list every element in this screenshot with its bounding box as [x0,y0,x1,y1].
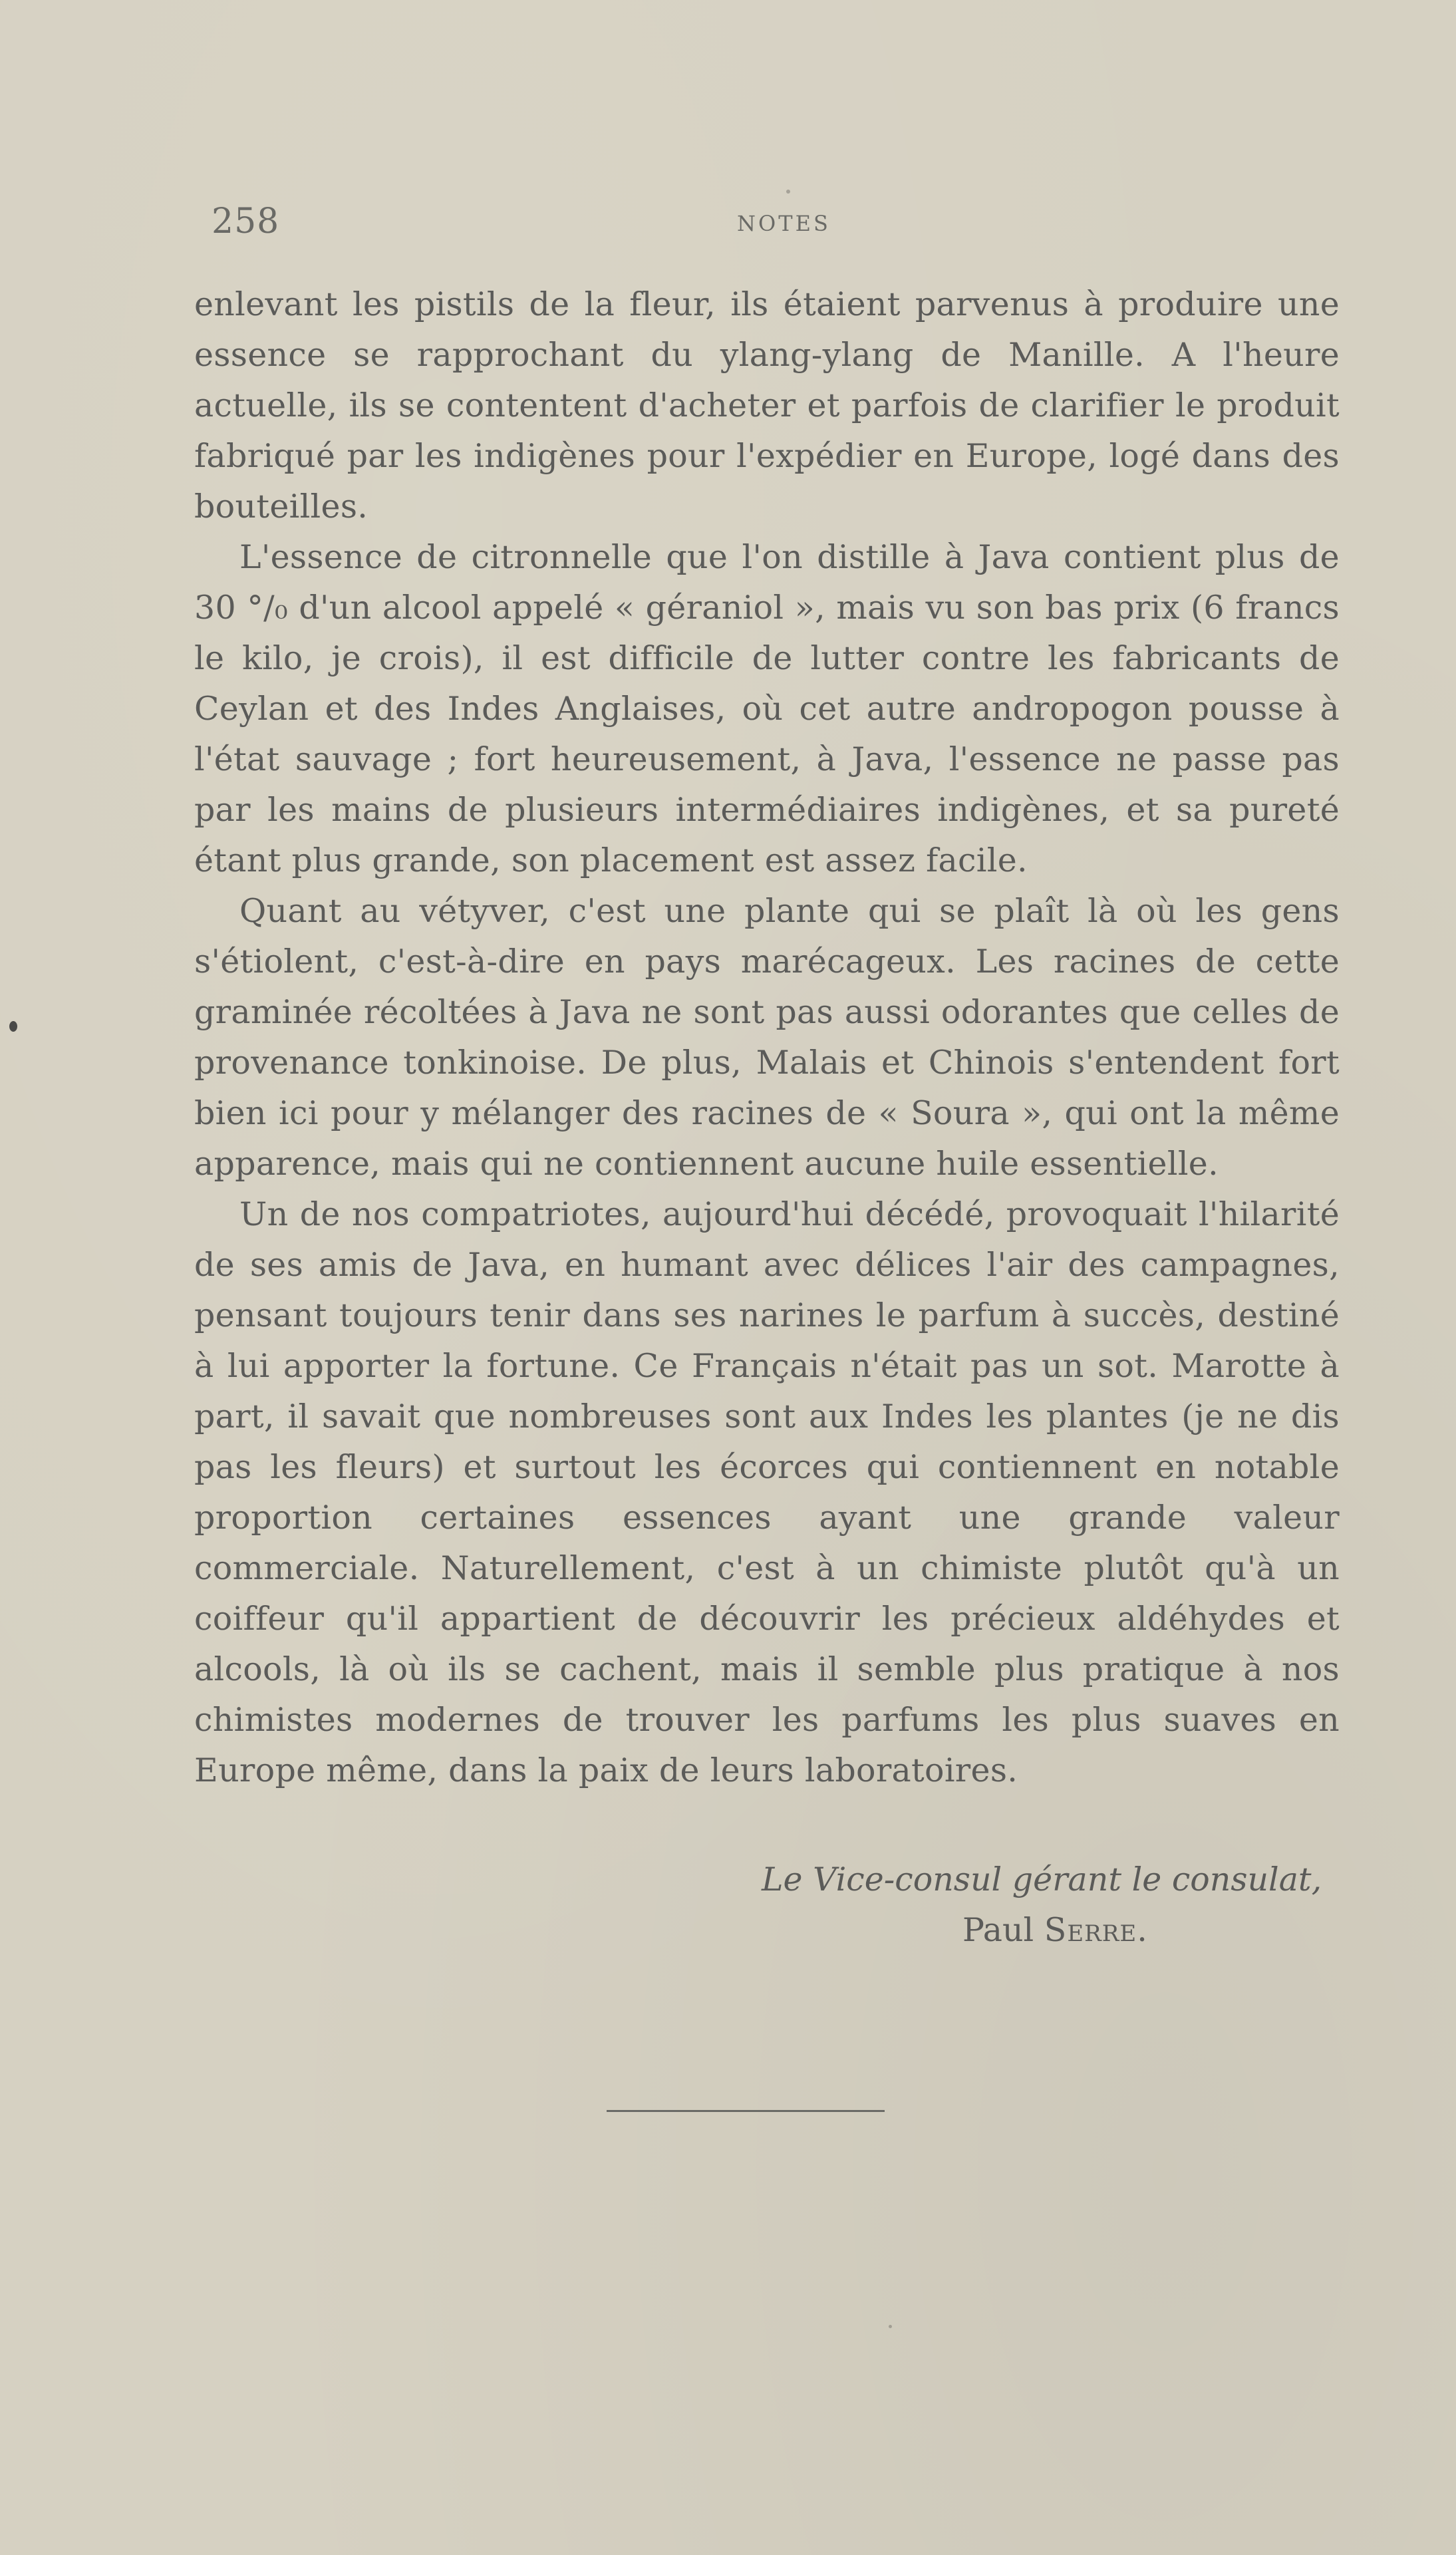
paper-speck [786,190,790,194]
signature-block [194,1855,1340,1956]
signature-last-name: Serre. [1044,1911,1148,1949]
paper-speck [889,2325,892,2328]
page-number: 258 [212,202,280,241]
signature-role: Le Vice-consul gérant le consulat, [762,1861,1322,1898]
end-rule [607,2110,885,2112]
running-title: NOTES [737,211,831,236]
running-head [212,202,1342,241]
signature-first-name: Paul [962,1911,1034,1949]
signature-name [194,1905,1340,1956]
paragraph-citronnelle: L'essence de citronnelle que l'on distille à Java contient plus de 30 °/₀ d'un alcool appelé « géraniol », mais vu son bas prix (6 francs le kilo, je crois), il est difficile de lutter contre les fabricants de Ceylan et des Indes Anglaises, où cet autre andropogon pousse à l'état sauvage ; fort heureusement, à Java, l'essence ne passe pas par les mains de plusieurs intermédiaires indigènes, et sa pureté étant plus grande, son placement est assez facile. [194,538,1340,879]
margin-speck [9,1021,17,1032]
paragraph-continued: enlevant les pistils de la fleur, ils étaient parvenus à produire une essence se rapprochant du ylang-ylang de Manille. A l'heure actuelle, ils se contentent d'acheter et parfois de clarifier le produit fabriqué par les indigènes pour l'expédier en Europe, logé dans des bouteilles. [194,285,1340,526]
paragraph-compatriote: Un de nos compatriotes, aujourd'hui décédé, provoquait l'hilarité de ses amis de Java, en humant avec délices l'air des campagnes, pensant toujours tenir dans ses narines le parfum à succès, destiné à lui apporter la fortune. Ce Français n'était pas un sot. Marotte à part, il savait que nombreuses sont aux Indes les plantes (je ne dis pas les fleurs) et surtout les écorces qui contiennent en notable proportion certaines essences ayant une grande valeur commerciale. Naturellement, c'est à un chimiste plutôt qu'à un coiffeur qu'il appartient de découvrir les précieux aldéhydes et alcools, là où ils se cachent, mais il semble plus pratique à nos chimistes modernes de trouver les parfums les plus suaves en Europe même, dans la paix de leurs laboratoires. [194,1195,1340,1789]
body-text [194,279,1340,1796]
paragraph-vetyver: Quant au vétyver, c'est une plante qui se plaît là où les gens s'étiolent, c'est-à-dire en pays marécageux. Les racines de cette graminée récoltées à Java ne sont pas aussi odorantes que celles de provenance tonkinoise. De plus, Malais et Chinois s'entendent fort bien ici pour y mélanger des racines de « Soura », qui ont la même apparence, mais qui ne contiennent aucune huile essentielle. [194,892,1340,1183]
